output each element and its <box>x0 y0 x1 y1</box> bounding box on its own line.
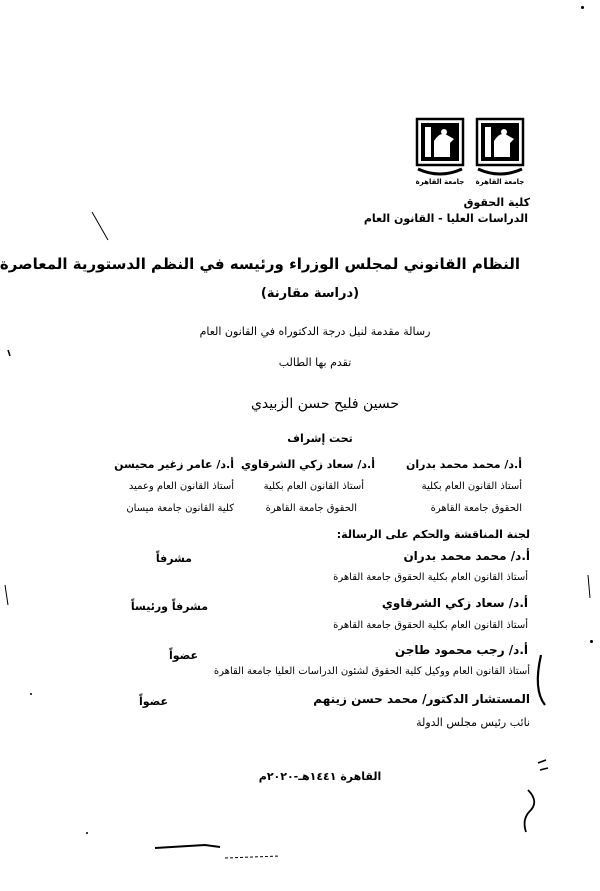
scan-dot <box>590 640 593 643</box>
presented-by: تقدم بها الطالب <box>278 356 352 369</box>
scan-dot <box>86 832 88 834</box>
committee-member-2-title: أستاذ القانون العام بكلية الحقوق جامعة القاهرة <box>333 620 528 631</box>
thesis-subtitle: (دراسة مقارنة) <box>260 286 360 301</box>
supervisor-1-name: أ.د/ محمد محمد بدران <box>405 458 522 471</box>
committee-member-4-name: المستشار الدكتور/ محمد حسن زينهم <box>313 692 530 706</box>
logo-left-caption: جامعة القاهرة <box>415 178 465 186</box>
logo-right-caption: جامعة القاهرة <box>475 178 525 186</box>
supervisor-3-title-line2: كلية القانون جامعة ميسان <box>126 503 234 514</box>
supervisor-3-name: أ.د/ عامر زغير محيسن <box>114 458 234 471</box>
scan-dot <box>581 6 584 9</box>
student-name: حسين فليح حسن الزبيدي <box>250 396 400 412</box>
supervision-heading: تحت إشراف <box>287 432 353 445</box>
committee-member-3-name: أ.د/ رجب محمود طاجن <box>394 643 528 657</box>
place-and-date: القاهرة ١٤٤١هـ-٢٠٢٠م <box>258 770 382 783</box>
committee-member-1-name: أ.د/ محمد محمد بدران <box>403 549 530 563</box>
department-name: الدراسات العليا - القانون العام <box>363 212 528 225</box>
committee-member-4-role: عضواً <box>138 695 168 708</box>
supervisor-2-title-line1: أستاذ القانون العام بكلية <box>263 481 364 492</box>
scan-dot <box>30 693 32 695</box>
thesis-title: النظام القانوني لمجلس الوزراء ورئيسه في النظم الدستورية المعاصرة <box>0 255 520 273</box>
committee-member-2-role: مشرفاً ورئيساً <box>130 600 208 613</box>
supervisor-1-title-line2: الحقوق جامعة القاهرة <box>430 503 522 514</box>
faculty-name: كلية الحقوق <box>463 196 530 209</box>
thesis-purpose: رسالة مقدمة لنيل درجة الدكتوراه في القانون العام <box>199 325 431 338</box>
supervisor-2-title-line2: الحقوق جامعة القاهرة <box>265 503 357 514</box>
committee-member-1-role: مشرفاً <box>155 552 192 565</box>
committee-member-3-role: عضواً <box>168 649 198 662</box>
committee-member-3-title: أستاذ القانون العام ووكيل كلية الحقوق لشئون الدراسات العليا جامعة القاهرة <box>213 666 530 677</box>
supervisor-3-title-line1: أستاذ القانون العام وعميد <box>128 481 234 492</box>
committee-member-2-name: أ.د/ سعاد زكي الشرقاوي <box>381 596 528 610</box>
committee-member-1-title: أستاذ القانون العام بكلية الحقوق جامعة القاهرة <box>333 572 528 583</box>
committee-member-4-title: نائب رئيس مجلس الدولة <box>416 716 530 729</box>
committee-heading: لجنة المناقشة والحكم على الرسالة: <box>336 528 530 541</box>
supervisor-1-title-line1: أستاذ القانون العام بكلية <box>421 481 522 492</box>
supervisor-2-name: أ.د/ سعاد زكي الشرقاوي <box>241 458 375 471</box>
